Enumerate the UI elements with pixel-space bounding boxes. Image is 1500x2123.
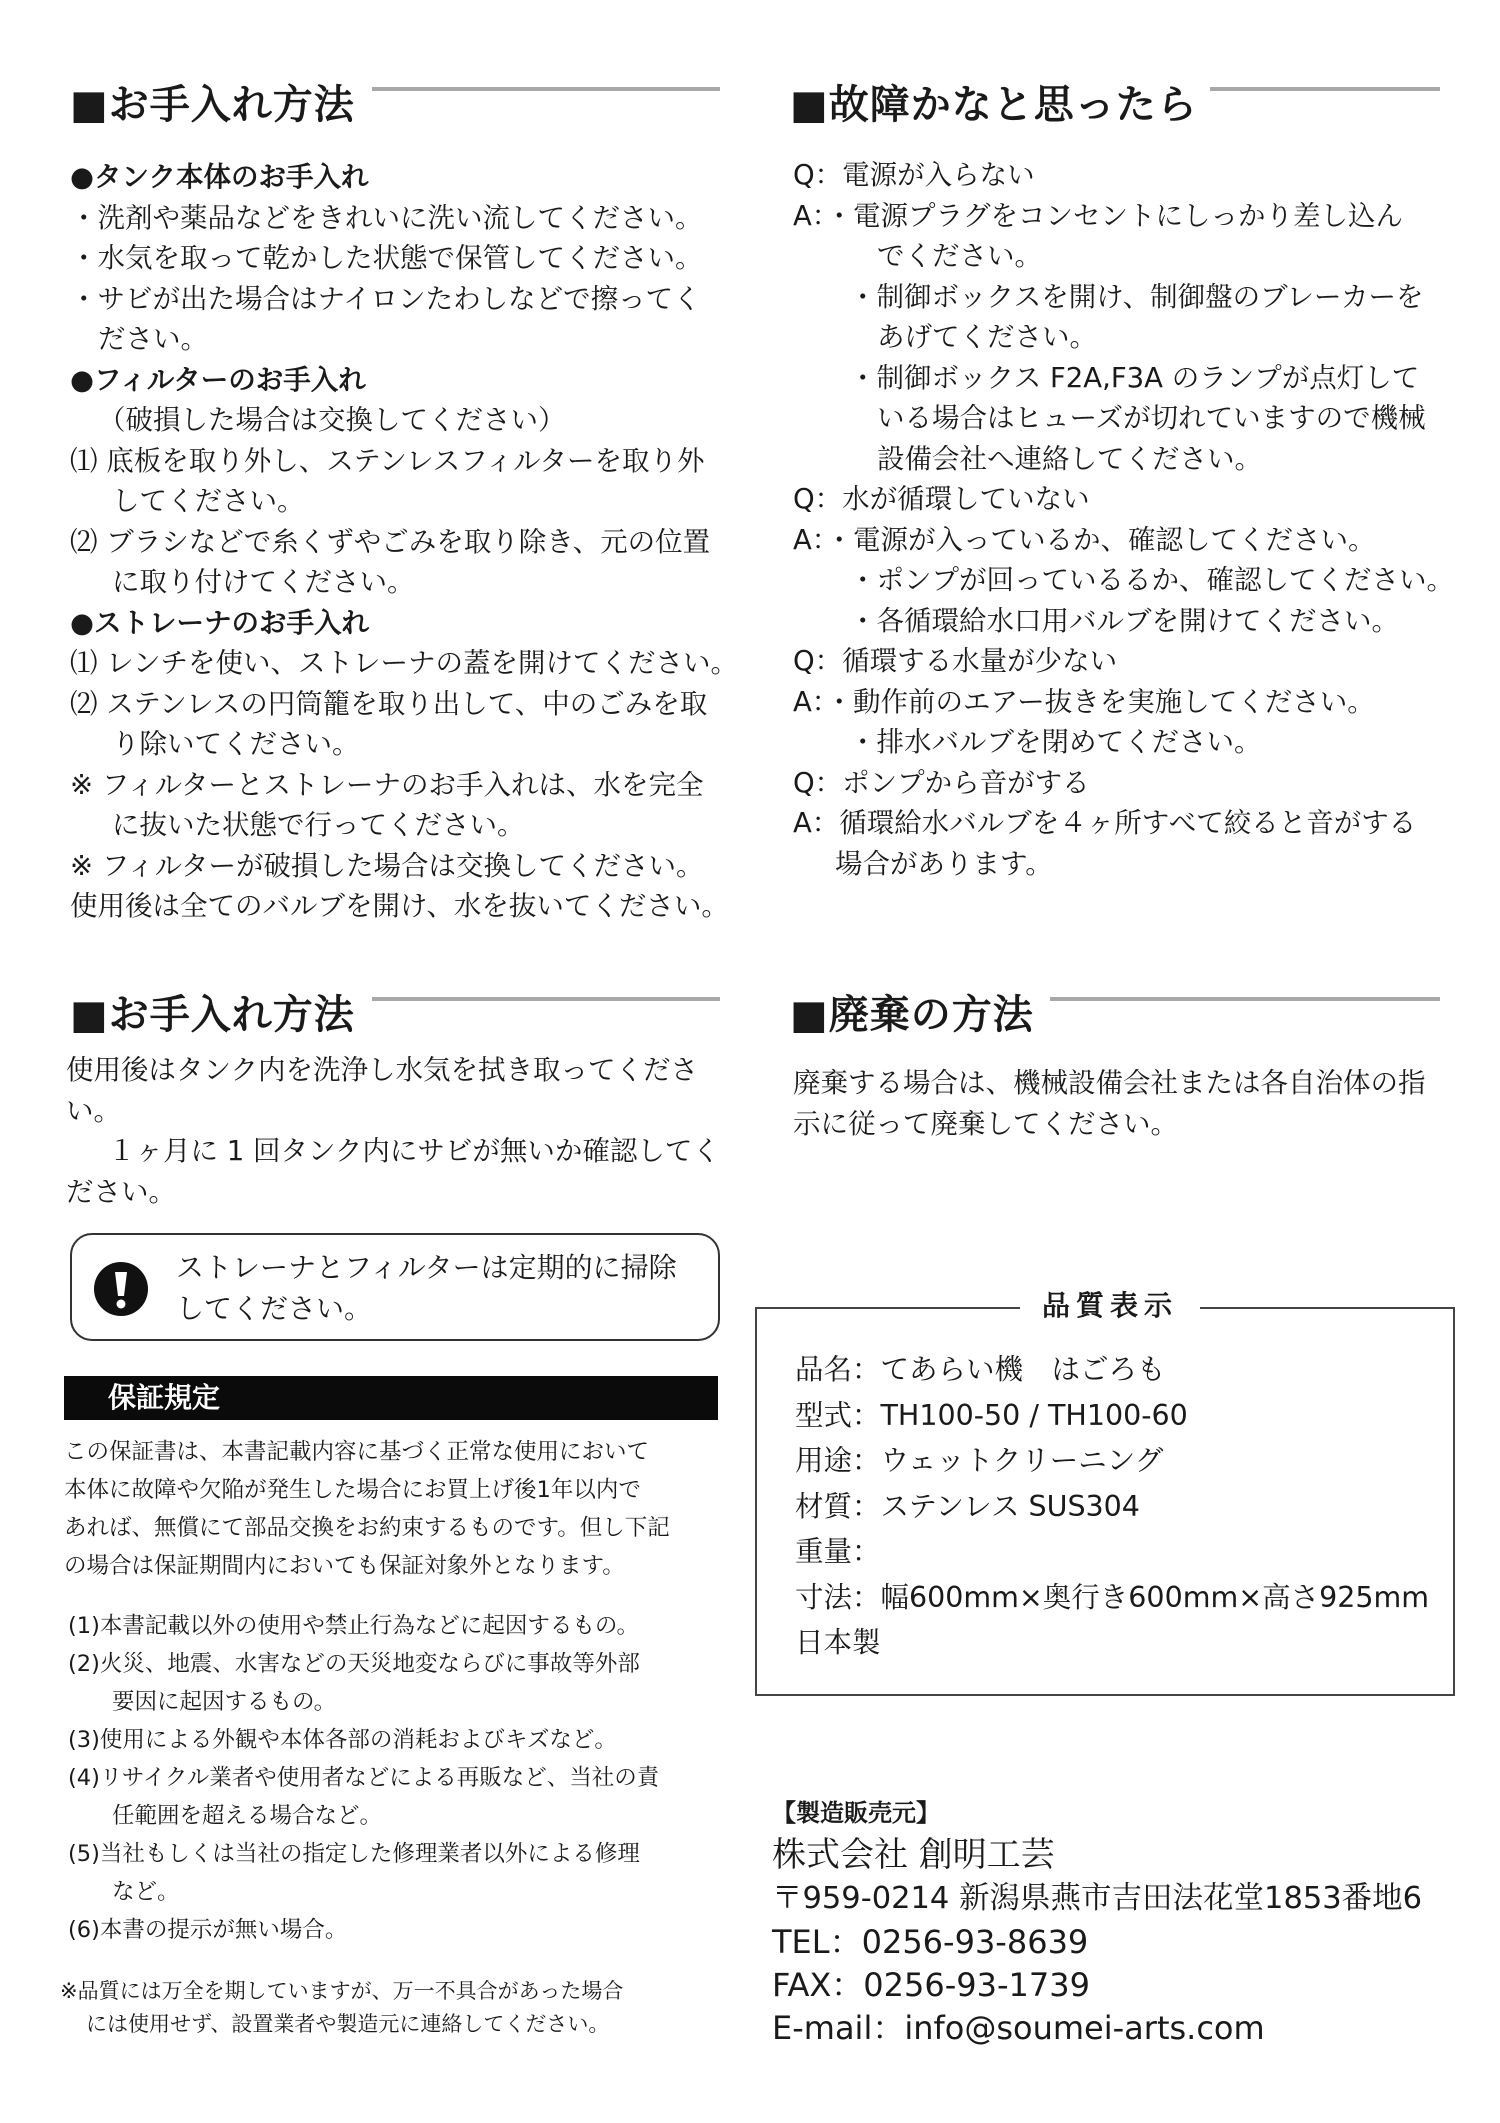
- trouble-answer: ・制御ボックス F2A,F3A のランプが点灯して: [849, 361, 1420, 394]
- trouble-question: Q：循環する水量が少ない: [793, 645, 1118, 677]
- filter-step: ⑵ ブラシなどで糸くずやごみを取り除き、元の位置: [70, 525, 711, 558]
- care-title-rule: [372, 87, 720, 91]
- filter-heading: ●フィルターのお手入れ: [70, 363, 366, 396]
- warranty-item: (6)本書の提示が無い場合。: [68, 1917, 348, 1943]
- trouble-answer: A：循環給水バルブを４ヶ所すべて絞ると音がする: [793, 807, 1417, 839]
- disposal-title-rule: [1050, 997, 1440, 1001]
- care2-line: １ヶ月に 1 回タンク内にサビが無いか確認してく: [108, 1135, 720, 1167]
- strainer-step: り除いてください。: [112, 728, 360, 760]
- trouble-title-rule: [1210, 87, 1440, 91]
- tank-item: ・サビが出た場合はナイロンたわしなどで擦ってく: [70, 282, 701, 315]
- notice-line: してください。: [176, 1292, 373, 1325]
- warranty-footnote: [60, 1975, 623, 2041]
- quality-line: 型式：TH100-50 / TH100-60: [795, 1398, 1188, 1432]
- trouble-body: [793, 155, 1454, 884]
- trouble-answer: でください。: [877, 240, 1042, 272]
- maker-company: 株式会社 創明工芸: [772, 1835, 1055, 1875]
- warranty-item: 任範囲を超える場合など。: [112, 1803, 383, 1829]
- tank-item: ・水気を取って乾かした状態で保管してください。: [70, 242, 703, 274]
- notice-text: [176, 1247, 677, 1329]
- warranty-intro-line: あれば、無償にて部品交換をお約束するものです。但し下記: [64, 1515, 670, 1541]
- care2-line: ださい。: [66, 1175, 176, 1208]
- warranty-title: 保証規定: [108, 1381, 221, 1414]
- quality-line: 日本製: [795, 1626, 881, 1659]
- care2-title-rule: [372, 997, 720, 1001]
- quality-line: 寸法：幅600mm×奥行き600mm×高さ925mm: [795, 1580, 1430, 1614]
- strainer-step: ⑴ レンチを使い、ストレーナの蓋を開けてください。: [70, 647, 739, 679]
- warranty-intro: [64, 1433, 670, 1585]
- filter-step: してください。: [112, 485, 305, 517]
- maker-address: 〒959-0214 新潟県燕市吉田法花堂1853番地6: [772, 1881, 1423, 1916]
- quality-line: 材質：ステンレス SUS304: [795, 1489, 1140, 1523]
- warranty-intro-line: この保証書は、本書記載内容に基づく正常な使用において: [64, 1439, 650, 1465]
- filter-step: に取り付けてください。: [112, 566, 415, 598]
- trouble-question: Q：水が循環していない: [793, 483, 1090, 515]
- trouble-answer: 設備会社へ連絡してください。: [877, 442, 1262, 475]
- care-title: ■お手入れ方法: [70, 82, 355, 128]
- trouble-answer: ・ポンプが回っているるか、確認してください。: [849, 564, 1454, 596]
- warranty-footnote-line: には使用せず、設置業者や製造元に連絡してください。: [86, 2012, 610, 2036]
- warranty-item: (2)火災、地震、水害などの天災地変ならびに事故等外部: [68, 1651, 640, 1677]
- strainer-note: 使用後は全てのバルブを開け、水を抜いてください。: [70, 890, 729, 922]
- disposal-body: [793, 1063, 1426, 1144]
- warranty-item: (5)当社もしくは当社の指定した修理業者以外による修理: [68, 1841, 640, 1867]
- trouble-answer: ・制御ボックスを開け、制御盤のブレーカーを: [849, 280, 1424, 313]
- care2-body: [66, 1050, 720, 1212]
- warranty-header: [64, 1376, 718, 1420]
- trouble-answer: A：・動作前のエアー抜きを実施してください。: [793, 685, 1375, 718]
- filter-note: （破損した場合は交換してください）: [98, 404, 566, 436]
- warranty-intro-line: の場合は保証期間内においても保証対象外となります。: [64, 1553, 625, 1579]
- warranty-item: など。: [112, 1879, 180, 1905]
- quality-line: 重量：: [795, 1535, 881, 1568]
- care2-line: 使用後はタンク内を洗浄し水気を拭き取ってくださ: [66, 1054, 698, 1086]
- quality-title: 品質表示: [1020, 1286, 1200, 1326]
- trouble-answer: ・排水バルブを閉めてください。: [849, 726, 1262, 758]
- filter-step: ⑴ 底板を取り外し、ステンレスフィルターを取り外: [70, 444, 705, 477]
- trouble-answer: A：・電源が入っているか、確認してください。: [793, 523, 1376, 556]
- maker-tel: TEL：0256-93-8639: [772, 1923, 1089, 1961]
- trouble-answer: あげてください。: [877, 321, 1097, 353]
- care2-title: ■お手入れ方法: [70, 992, 355, 1038]
- tank-item: ださい。: [98, 323, 208, 355]
- trouble-question: Q：ポンプから音がする: [793, 766, 1090, 799]
- trouble-question: Q：電源が入らない: [793, 159, 1035, 191]
- warranty-item: (1)本書記載以外の使用や禁止行為などに起因するもの。: [68, 1613, 639, 1639]
- trouble-answer: 場合があります。: [835, 847, 1053, 880]
- care2-line: い。: [66, 1094, 121, 1127]
- maker-label: 【製造販売元】: [772, 1799, 940, 1827]
- warranty-intro-line: 本体に故障や欠陥が発生した場合にお買上げ後1年以内で: [64, 1477, 641, 1503]
- notice-box: [70, 1233, 720, 1341]
- trouble-answer: ・各循環給水口用バルブを開けてください。: [849, 604, 1399, 637]
- strainer-note: ※ フィルターが破損した場合は交換してください。: [70, 849, 704, 882]
- disposal-line: 示に従って廃棄してください。: [793, 1107, 1178, 1140]
- quality-body: [795, 1347, 1429, 1666]
- strainer-step: ⑵ ステンレスの円筒籠を取り出して、中のごみを取: [70, 687, 708, 720]
- warranty-items: [68, 1607, 659, 1949]
- warranty-item: (4)リサイクル業者や使用者などによる再販など、当社の責: [68, 1765, 660, 1791]
- warranty-footnote-line: ※品質には万全を期していますが、万一不具合があった場合: [60, 1979, 624, 2003]
- quality-line: 用途：ウェットクリーニング: [795, 1444, 1164, 1477]
- strainer-note: ※ フィルターとストレーナのお手入れは、水を完全: [70, 768, 704, 801]
- tank-item: ・洗剤や薬品などをきれいに洗い流してください。: [70, 201, 703, 234]
- notice-line: ストレーナとフィルターは定期的に掃除: [176, 1251, 677, 1284]
- disposal-title: ■廃棄の方法: [790, 992, 1034, 1038]
- strainer-note: に抜いた状態で行ってください。: [112, 809, 525, 841]
- warranty-item: (3)使用による外観や本体各部の消耗およびキズなど。: [68, 1727, 617, 1753]
- maker-email: E-mail：info@soumei-arts.com: [772, 2009, 1265, 2047]
- strainer-heading: ●ストレーナのお手入れ: [70, 606, 369, 639]
- disposal-line: 廃棄する場合は、機械設備会社または各自治体の指: [793, 1067, 1426, 1099]
- maker-fax: FAX：0256-93-1739: [772, 1966, 1090, 2004]
- trouble-answer: いる場合はヒューズが切れていますので機械: [877, 402, 1426, 434]
- quality-line: 品名：てあらい機 はごろも: [795, 1353, 1166, 1386]
- trouble-title: ■故障かなと思ったら: [790, 82, 1198, 128]
- care-body: [70, 157, 738, 927]
- warranty-item: 要因に起因するもの。: [112, 1689, 337, 1715]
- tank-heading: ●タンク本体のお手入れ: [70, 161, 369, 193]
- exclamation-icon: [94, 1262, 148, 1316]
- trouble-answer: A：・電源プラグをコンセントにしっかり差し込ん: [793, 199, 1404, 232]
